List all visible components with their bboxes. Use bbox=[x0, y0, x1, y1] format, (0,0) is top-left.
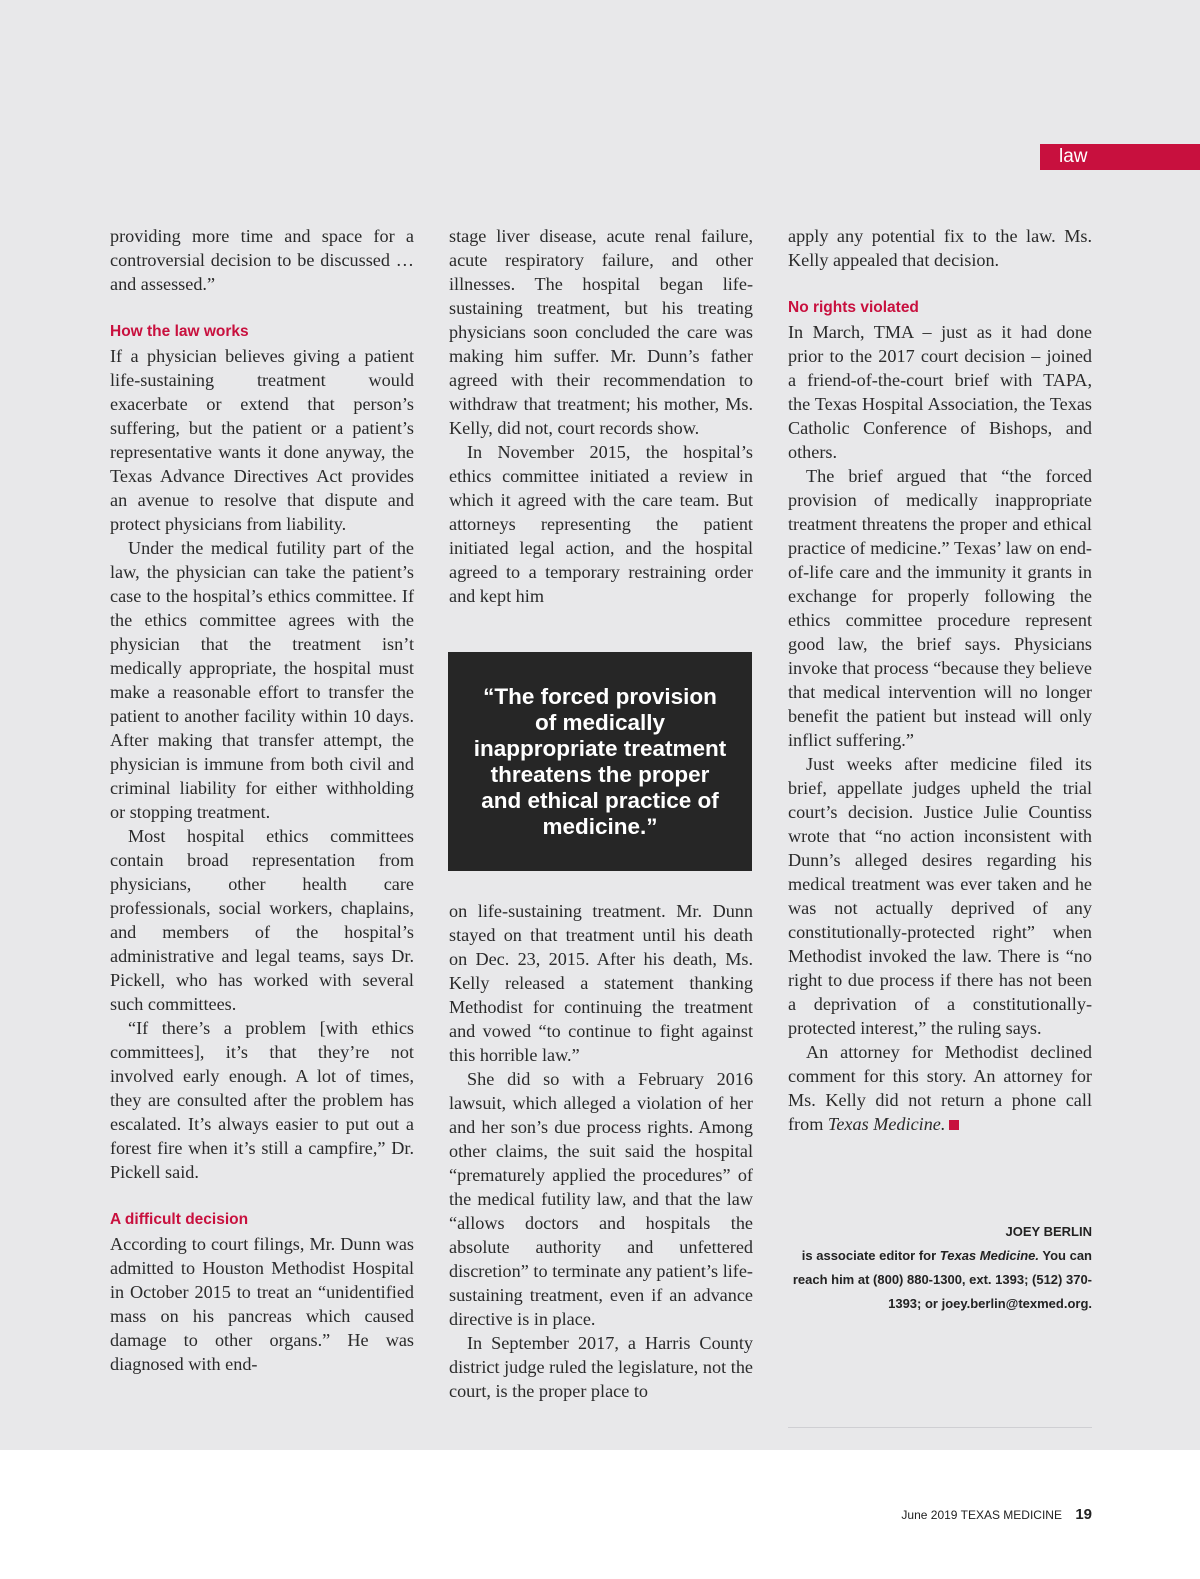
paragraph: on life-sustaining treatment. Mr. Dunn stayed on that treatment until his death on Dec. 23, 2015. After his death, Ms. Kelly released a statement thanking Methodist for continuing the treatment and vowed “to continue to fight against this horrible law.” bbox=[449, 901, 753, 1065]
subheading-how-the-law-works: How the law works bbox=[110, 323, 249, 340]
paragraph: In September 2017, a Harris County district judge ruled the legislature, not the court, is the proper place to bbox=[449, 1333, 753, 1401]
paragraph: She did so with a February 2016 lawsuit, which alleged a violation of her and her son’s due process rights. Among other claims, the suit said the hospital “prematurely applied the procedures” of the medical futility law, and that the law “allows doctors and hospitals the absolute authority and unfettered discretion” to terminate any patient’s life-sustaining treatment, even if an advance directive is in place. bbox=[449, 1069, 753, 1329]
bio-text: is associate editor for bbox=[801, 1248, 940, 1263]
paragraph: In March, TMA – just as it had done prior to the 2017 court decision – joined a friend-of-the-court brief with TAPA, the Texas Hospital Association, the Texas Catholic Conference of Bishops, and others. bbox=[788, 322, 1092, 462]
column-3 bbox=[788, 224, 1092, 1136]
column-2-top bbox=[449, 224, 753, 608]
page-footer bbox=[901, 1505, 1092, 1525]
column-1 bbox=[110, 224, 414, 1376]
paragraph: Just weeks after medicine filed its brief, appellate judges upheld the trial court’s decision. Justice Julie Countiss wrote that “no action inconsistent with Dunn’s alleged desires regarding his medical treatment was ever taken and he was not actually deprived of any constitutionally-protected right” when Methodist invoked the law. There is “no right to due process if there has not been a deprivation of a constitutionally-protected interest,” the ruling says. bbox=[788, 754, 1092, 1038]
paragraph: According to court filings, Mr. Dunn was admitted to Houston Methodist Hospital in October 2015 to treat an “unidentified mass on his pancreas which caused damage to other organs.” He was diagnosed with end- bbox=[110, 1234, 414, 1374]
paragraph: Under the medical futility part of the law, the physician can take the patient’s case to the hospital’s ethics committee. If the ethics committee agrees with the physician that the treatment isn’t medically appropriate, the hospital must make a reasonable effort to transfer the patient to another facility within 10 days. After making that transfer attempt, the physician is immune from both civil and criminal liability for either withholding or stopping treatment. bbox=[110, 538, 414, 822]
bio-contact: You can reach him at (800) 880-1300, ext. 1393; (512) 370-1393; or joey.berlin@texmed.org. bbox=[792, 1248, 1092, 1311]
paragraph: The brief argued that “the forced provision of medically inappropriate treatment threatens the proper and ethical practice of medicine.” Texas’ law on end-of-life care and the immunity it grants in exchange for properly following the ethics committee procedure represent good law, the brief says. Physicians invoke that process “because they believe that medical intervention will no longer benefit the patient but instead will only inflict suffering.” bbox=[788, 466, 1092, 750]
paragraph: providing more time and space for a controversial decision to be discussed … and assessed.” bbox=[110, 226, 414, 294]
paragraph: stage liver disease, acute renal failure, acute respiratory failure, and other illnesses. The hospital began life-sustaining treatment, but his treating physicians soon concluded the care was making him suffer. Mr. Dunn’s father agreed with their recommendation to withdraw that treatment; his mother, Ms. Kelly, did not, court records show. bbox=[449, 226, 753, 438]
footer-publication: TEXAS MEDICINE bbox=[960, 1508, 1062, 1522]
page-number: 19 bbox=[1075, 1506, 1092, 1523]
author-bio bbox=[788, 1220, 1092, 1316]
paragraph: “If there’s a problem [with ethics committees], it’s that they’re not involved early enough. A lot of times, they are consulted after the problem has escalated. It’s always easier to put out a forest fire when it’s still a campfire,” Dr. Pickell said. bbox=[110, 1018, 414, 1182]
publication-name: Texas Medicine. bbox=[939, 1248, 1040, 1263]
column-2-bottom bbox=[449, 899, 753, 1403]
paragraph: If a physician believes giving a patient life-sustaining treatment would exacerbate or extend that person’s suffering, but the patient or a patient’s representative wants it done anyway, the Texas Advance Directives Act provides an avenue to resolve that dispute and protect physicians from liability. bbox=[110, 346, 414, 534]
paragraph-closing bbox=[788, 1040, 1092, 1136]
subheading-no-rights-violated: No rights violated bbox=[788, 299, 919, 316]
pull-quote: “The forced provision of medically inappropriate treatment threatens the proper and ethical practice of medicine.” bbox=[448, 652, 752, 871]
paragraph: apply any potential fix to the law. Ms. Kelly appealed that decision. bbox=[788, 226, 1092, 270]
closing-text: An attorney for Methodist declined comment for this story. An attorney for Ms. Kelly did not return a phone call from bbox=[788, 1042, 1092, 1134]
section-tab: law bbox=[1040, 144, 1200, 170]
paragraph: In November 2015, the hospital’s ethics committee initiated a review in which it agreed with the care team. But attorneys representing the patient initiated legal action, and the hospital agreed to a temporary restraining order and kept him bbox=[449, 442, 753, 606]
end-mark-icon bbox=[949, 1120, 959, 1130]
footer-issue: June 2019 bbox=[901, 1508, 958, 1522]
subheading-a-difficult-decision: A difficult decision bbox=[110, 1211, 249, 1228]
column-rule bbox=[788, 1427, 1092, 1428]
publication-name: Texas Medicine. bbox=[827, 1114, 946, 1134]
paragraph: Most hospital ethics committees contain broad representation from physicians, other health care professionals, social workers, chaplains, and members of the hospital’s administrative and legal teams, says Dr. Pickell, who has worked with several such committees. bbox=[110, 826, 414, 1014]
author-name: JOEY BERLIN bbox=[1005, 1224, 1092, 1239]
